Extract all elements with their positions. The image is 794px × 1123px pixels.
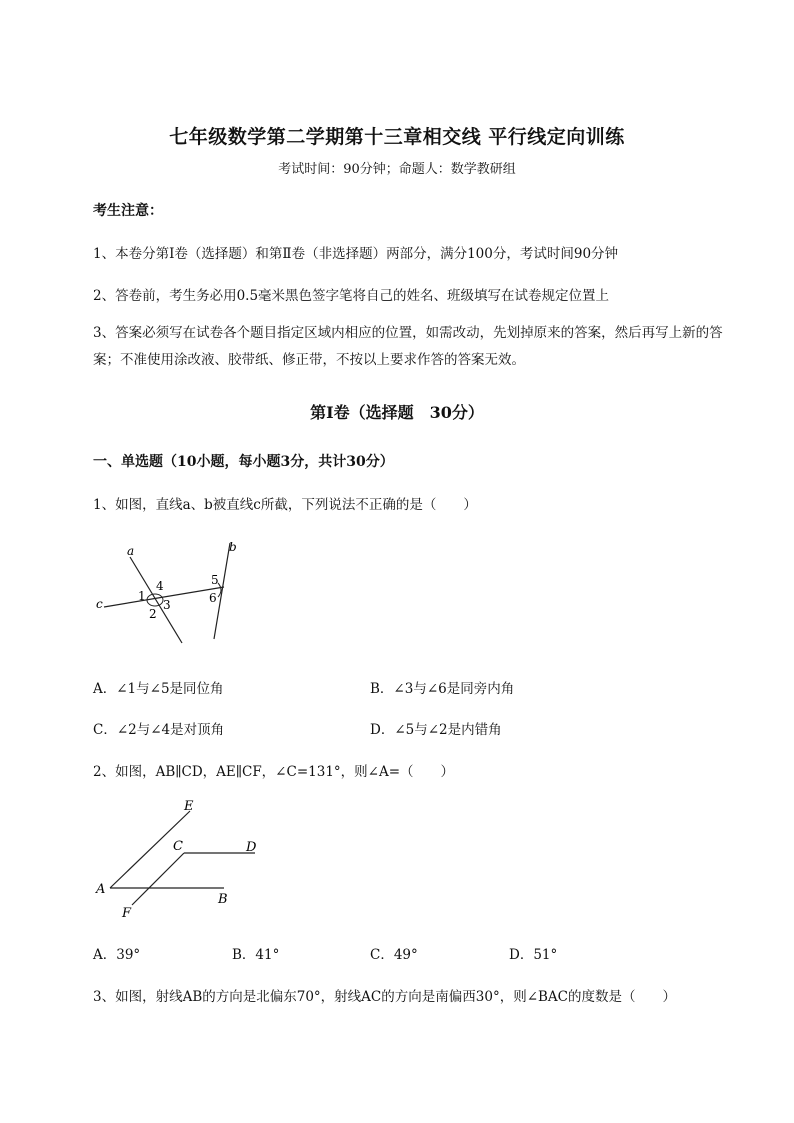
notice-heading: 考生注意：: [93, 203, 163, 219]
label-2: 2: [149, 607, 157, 621]
part-heading: 一、单选题（10小题，每小题3分，共计30分）: [93, 454, 394, 470]
question-1-option-c: C．∠2与∠4是对顶角: [93, 722, 225, 738]
label-E: E: [184, 799, 194, 814]
question-2-option-b: B．41°: [232, 947, 280, 963]
notice-item-1: 1、本卷分第I卷（选择题）和第Ⅱ卷（非选择题）两部分，满分100分，考试时间90分钟: [93, 246, 619, 262]
question-2-option-a: A．39°: [93, 947, 141, 963]
label-4: 4: [156, 579, 164, 593]
question-3-stem: 3、如图，射线AB的方向是北偏东70°，射线AC的方向是南偏西30°，则∠BAC的度数是（ ）: [93, 989, 677, 1005]
question-1-stem: 1、如图，直线a、b被直线c所截，下列说法不正确的是（ ）: [93, 497, 477, 513]
question-2-option-c: C．49°: [370, 947, 418, 963]
page-subtitle: 考试时间：90分钟；命题人：数学教研组: [278, 162, 516, 177]
label-A: A: [96, 882, 106, 897]
label-B: B: [218, 892, 228, 907]
question-2-option-d: D．51°: [509, 947, 558, 963]
question-1-option-d: D．∠5与∠2是内错角: [370, 722, 502, 738]
question-1-option-a: A．∠1与∠5是同位角: [93, 681, 224, 697]
label-6: 6: [209, 591, 217, 605]
label-c: c: [96, 597, 103, 611]
label-b: b: [229, 540, 237, 554]
question-2-stem: 2、如图，AB∥CD，AE∥CF，∠C=131°，则∠A=（ ）: [93, 764, 455, 780]
label-a: a: [127, 544, 135, 558]
question-2-figure: [90, 795, 280, 925]
notice-item-3: 3、答案必须写在试卷各个题目指定区域内相应的位置，如需改动，先划掉原来的答案，然后再写上新的答案；不准使用涂改液、胶带纸、修正带，不按以上要求作答的答案无效。: [93, 325, 723, 368]
page-title: 七年级数学第二学期第十三章相交线 平行线定向训练: [169, 126, 625, 148]
line-CF: [132, 853, 184, 905]
label-1: 1: [138, 589, 146, 603]
label-5: 5: [211, 573, 219, 587]
notice-item-2: 2、答卷前，考生务必用0.5毫米黑色签字笔将自己的姓名、班级填写在试卷规定位置上: [93, 288, 610, 304]
question-1-figure: [90, 535, 260, 650]
label-F: F: [122, 906, 132, 921]
label-D: D: [246, 840, 257, 855]
label-C: C: [173, 839, 183, 854]
section-title: 第I卷（选择题 30分）: [310, 403, 484, 422]
label-3: 3: [163, 598, 171, 612]
question-1-option-b: B．∠3与∠6是同旁内角: [370, 681, 515, 697]
